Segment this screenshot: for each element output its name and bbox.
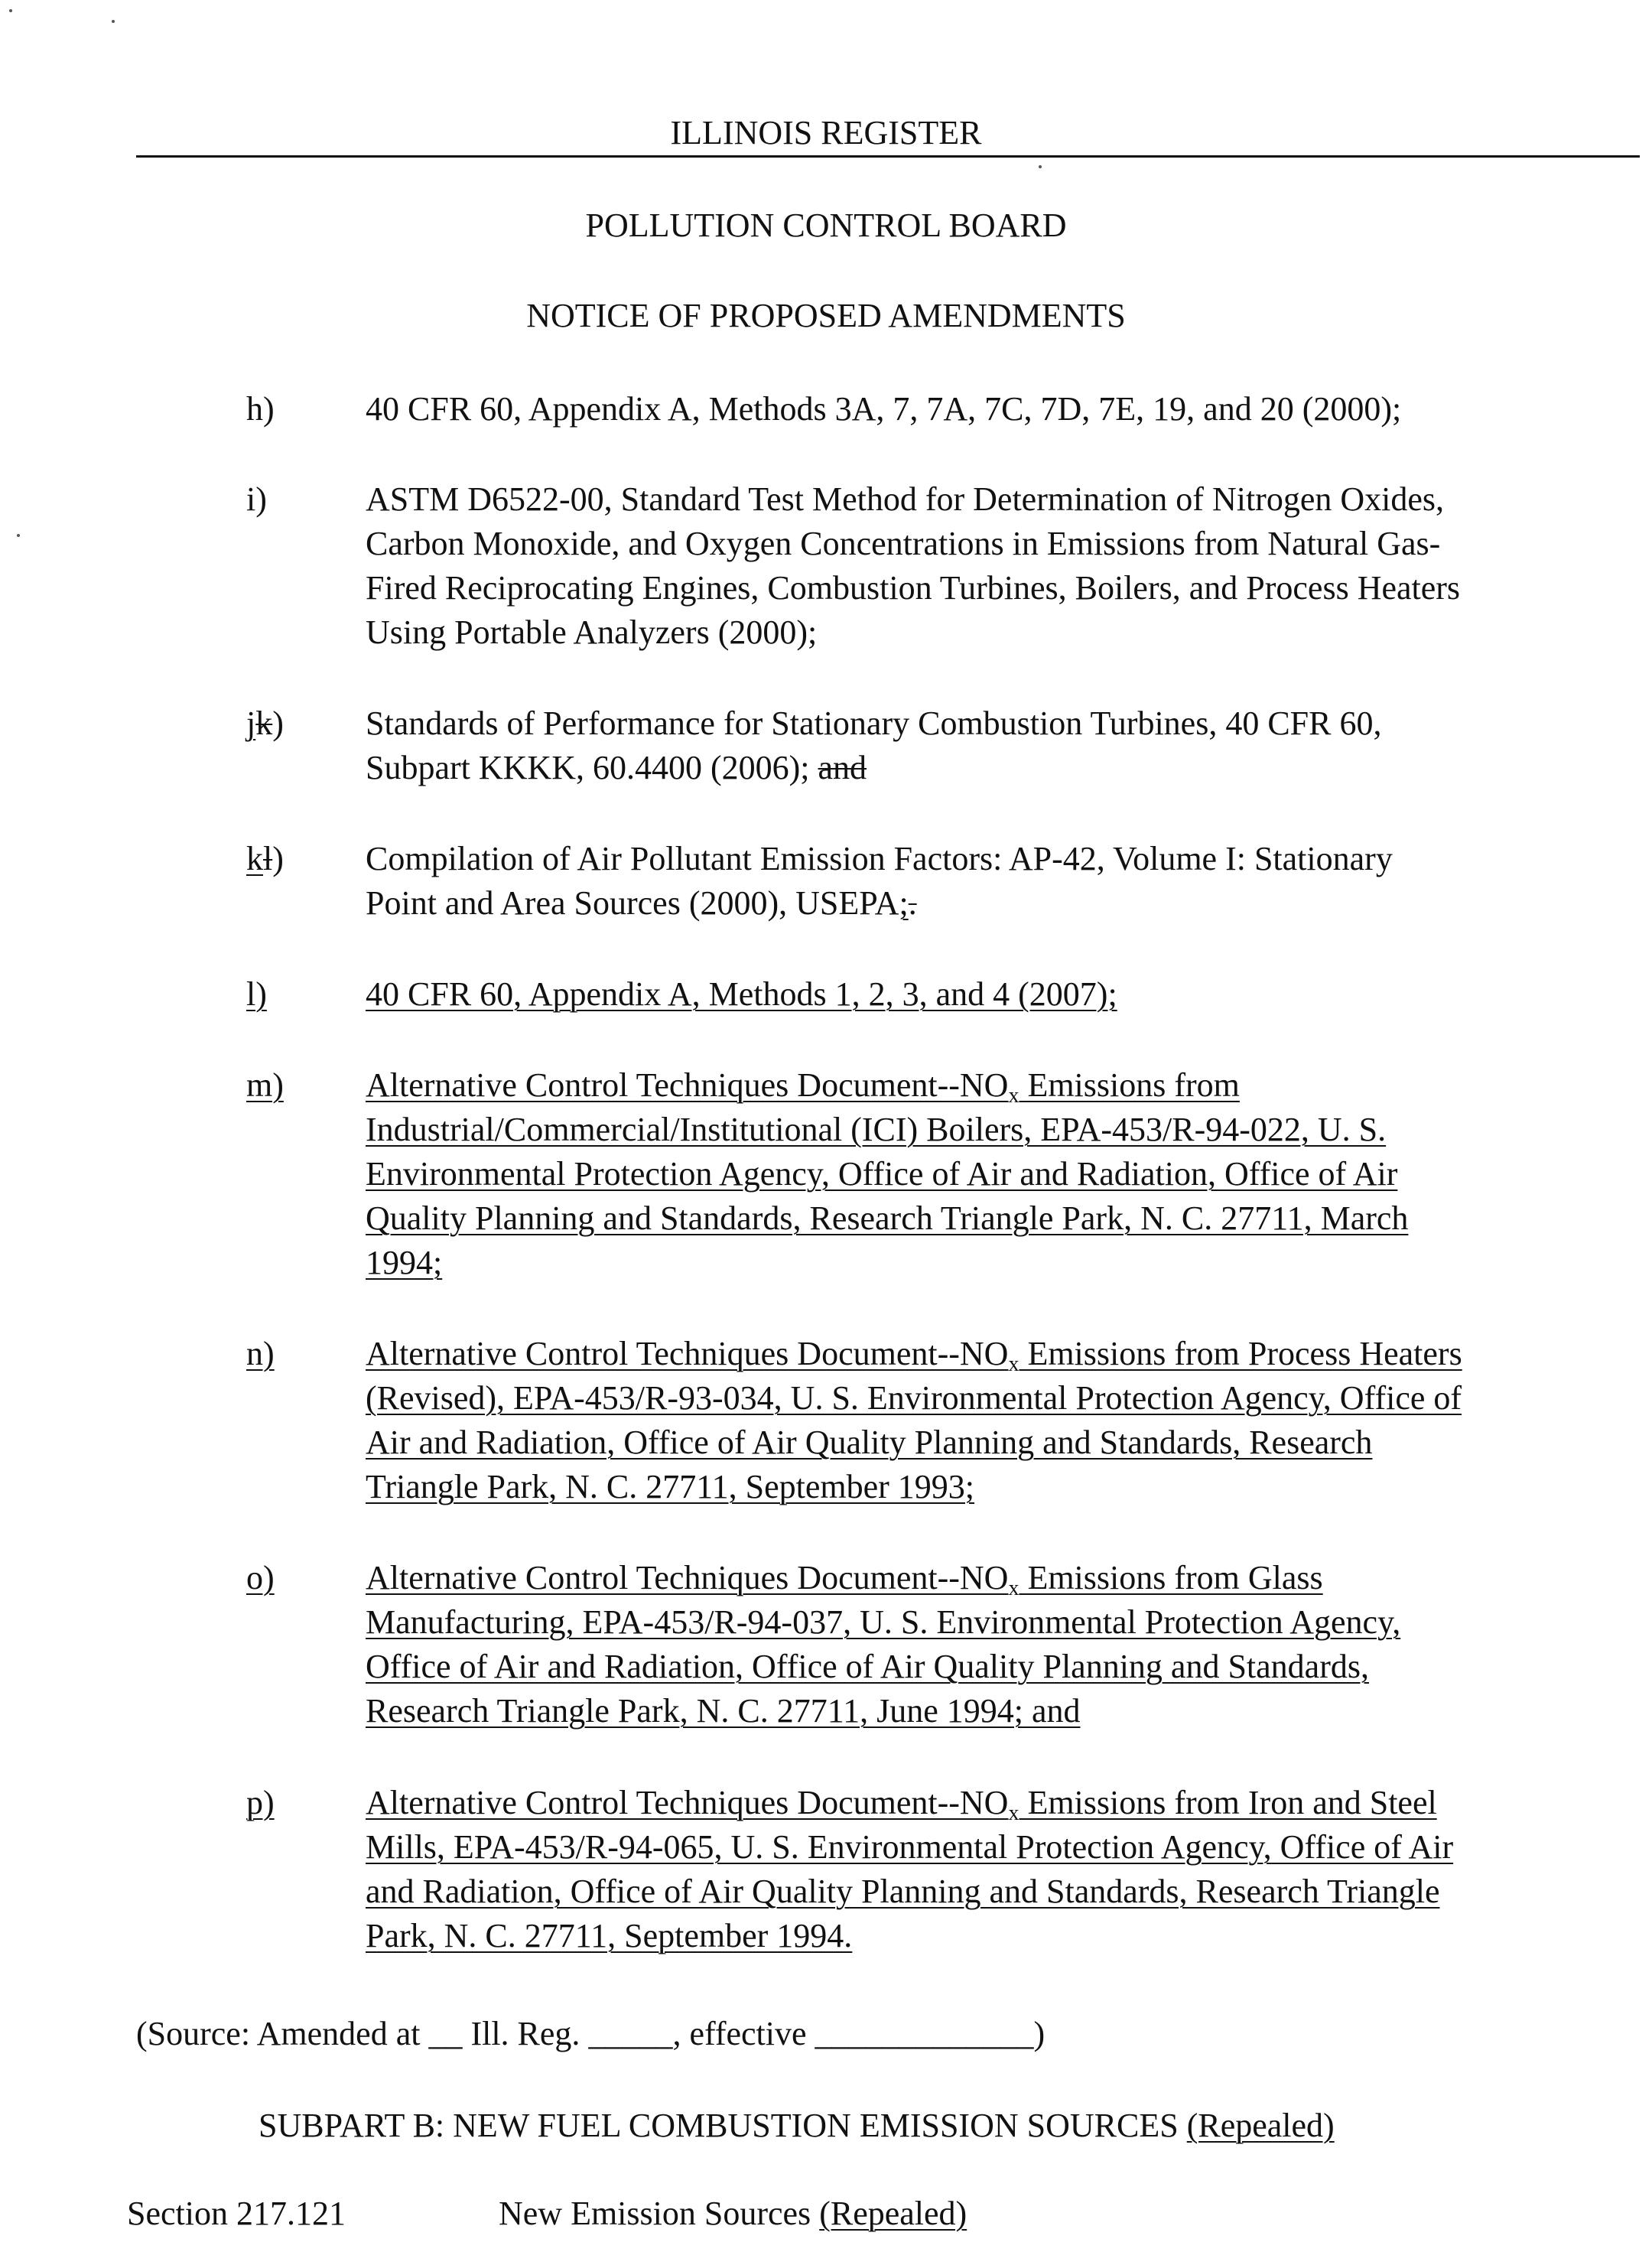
struck-and: and [818, 749, 867, 786]
item-label-i: i) [246, 480, 267, 518]
item-text-i: ASTM D6522-00, Standard Test Method for Determination of Nitrogen Oxides, Carbon Monoxide, and Oxygen Concentrations in Emissions from Natural Gas- Fired Reciprocating Engines, Combustion Turbines, Boilers, and Process Heaters Using Portable Analyzers (2000); [366, 480, 1461, 651]
item-text-k: Compilation of Air Pollutant Emission Factors: AP-42, Volume I: Stationary Point and Area Sources (2000), USEPA;. [366, 840, 1393, 922]
scan-speck [17, 534, 20, 537]
notice-title: NOTICE OF PROPOSED AMENDMENTS [526, 297, 1126, 334]
item-text-m: Alternative Control Techniques Document-$-NO_x$ Emissions from Industrial/Commercial/Institutional (ICI) Boilers, EPA-453/R-94-022, U. S. Environmental Protection Agency, Office of Air and Radiation, Office of Air Quality Planning and Standards, Research Triangle Park, N. C. 27711, March 1994; [366, 1066, 1409, 1281]
item-label-m: m) [246, 1066, 284, 1104]
scan-speck [1039, 165, 1042, 168]
subpart-heading: SUBPART B: NEW FUEL COMBUSTION EMISSION SOURCES (Repealed) [259, 2107, 1335, 2144]
item-label-j: jk) [246, 705, 284, 742]
item-text-o: Alternative Control Techniques Document-$-NO_x$ Emissions from Glass Manufacturing, EPA-453/R-94-037, U. S. Environmental Protection Agency, Office of Air and Radiation, Office of Air Quality Planning and Standards, Research Triangle Park, N. C. 27711, June 1994; and [366, 1559, 1401, 1730]
source-note: (Source: Amended at __ Ill. Reg. _____, effective _____________) [136, 2015, 1046, 2052]
section-number: Section 217.121 [127, 2195, 346, 2232]
scan-speck [112, 20, 115, 23]
item-label-k: kl) [246, 840, 284, 877]
item-text-l: 40 CFR 60, Appendix A, Methods 1, 2, 3, and 4 (2007); [366, 975, 1117, 1013]
item-text-h: 40 CFR 60, Appendix A, Methods 3A, 7, 7A, 7C, 7D, 7E, 19, and 20 (2000); [366, 390, 1402, 428]
item-text-n: Alternative Control Techniques Document-$-NO_x$ Emissions from Process Heaters (Revised), EPA-453/R-93-034, U. S. Environmental Protection Agency, Office of Air and Radiation, Office of Air Quality Planning and Standards, Research Triangle Park, N. C. 27711, September 1993; [366, 1335, 1462, 1505]
scan-speck [9, 9, 12, 12]
item-label-o: o) [246, 1559, 275, 1596]
register-title: ILLINOIS REGISTER [670, 114, 982, 151]
item-label-l: l) [246, 975, 267, 1013]
board-title: POLLUTION CONTROL BOARD [585, 207, 1067, 244]
item-label-n: n) [246, 1335, 275, 1372]
item-label-p: p) [246, 1784, 275, 1821]
item-text-j: Standards of Performance for Stationary Combustion Turbines, 40 CFR 60, Subpart KKKK, 60.4400 (2006); and [366, 705, 1382, 786]
item-text-p: Alternative Control Techniques Document-$-NO_x$ Emissions from Iron and Steel Mills, EPA-453/R-94-065, U. S. Environmental Protection Agency, Office of Air and Radiation, Office of Air Quality Planning and Standards, Research Triangle Park, N. C. 27711, September 1994. [366, 1784, 1454, 1954]
item-label-h: h) [246, 390, 275, 428]
section-title: New Emission Sources (Repealed) [499, 2195, 967, 2232]
header-rule [136, 155, 1640, 158]
